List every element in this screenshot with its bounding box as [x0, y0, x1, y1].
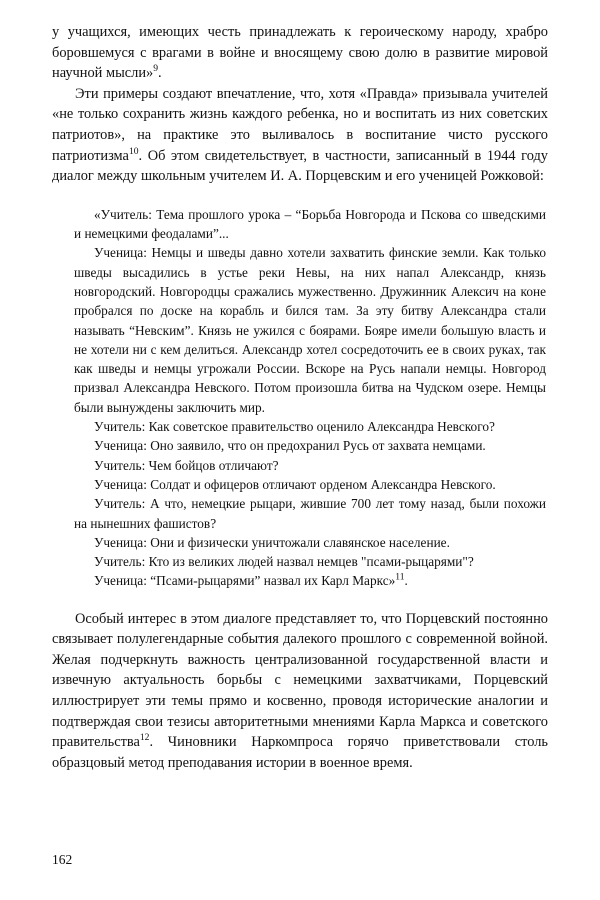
- paragraph: [52, 84, 548, 187]
- paragraph-text: Особый интерес в этом диалоге представляет то, что Порцевский постоянно связывает полулегендарные события далекого прошлого с современной войной. Желая подчеркнуть важность централизованной государственной власти и извечную актуальность борьбы с немецкими захватчиками, Порцевский иллюстрирует эти темы прямо и косвенно, проводя исторические аналогии и подтверждая свои тезисы авторитетными мнениями Карла Маркса и советского правительства: [52, 610, 548, 751]
- footnote-marker: 9: [153, 63, 159, 75]
- quote-paragraph: Ученица: Оно заявило, что он предохранил Русь от захвата немцами.: [93, 438, 486, 454]
- quote-paragraph: Учитель: Как советское правительство оценило Александра Невского?: [93, 419, 495, 435]
- paragraph-text-tail: . Об этом свидетельствует, в частности, записанный в 1944 году диалог между школьным учителем И. А. Порцевским и его ученицей Рожковой:: [52, 147, 548, 185]
- footnote-marker: 12: [139, 732, 150, 744]
- page-number: 162: [52, 852, 73, 867]
- quote-paragraph: Учитель: Чем бойцов отличают?: [93, 457, 279, 473]
- quote-paragraph: Учитель: А что, немецкие рыцари, жившие 700 лет тому назад, были похожи на нынешних фашистов?: [74, 496, 546, 531]
- quote-paragraph-last: [74, 571, 546, 590]
- quote-paragraph: Учитель: Кто из великих людей назвал немцев "псами-рыцарями"?: [93, 554, 474, 570]
- paragraph-text: Эти примеры создают впечатление, что, хотя «Правда» призывала учителей «не только сохранить жизнь каждого ребенка, но и воспитать из них советских патриотов», на практике это выливалось в воспитание чисто русского патриотизма: [52, 85, 548, 164]
- paragraph-text-tail: . Чиновники Наркомпроса горячо приветствовали столь образцовый метод преподавания истории в военное время.: [52, 734, 548, 771]
- paragraph-continuation: у учащихся, имеющих честь принадлежать к героическому народу, храбро боровшемуся с врагами в войне и вносящему свою долю в развитие мировой научной мысли»$^9$.: [52, 24, 548, 82]
- closing-section: [52, 609, 548, 774]
- footnote-marker: 11: [395, 571, 405, 583]
- quote-paragraph: Ученица: Они и физически уничтожали славянское население.: [93, 534, 450, 550]
- paragraph: [52, 609, 548, 774]
- intro-section: [52, 22, 548, 187]
- quote-text-tail: .: [404, 573, 408, 589]
- quote-paragraph: «Учитель: Тема прошлого урока – “Борьба Новгорода и Пскова со шведскими и немецкими феодалами”...: [74, 206, 546, 242]
- footnote-marker: 10: [128, 145, 139, 157]
- paragraph-text: у учащихся, имеющих честь принадлежать к героическому народу, храбро боровшемуся с врагами в войне и вносящему свою долю в развитие мировой научной мысли»: [52, 24, 548, 82]
- quote-text: Ученица: “Псами-рыцарями” назвал их Карл Маркс»: [93, 573, 396, 589]
- quote-paragraph: Ученица: Немцы и шведы давно хотели захватить финские земли. Как только шведы высадились в устье реки Невы, на них напал Александр, князь новгородский. Новгородцы сражались мужественно. Дружинник Алексич на коне пробрался по доске на корабль и бился там. За эту битву Александра стали называть “Невским”. Князь не ужился с боярами. Бояре имели большую власть и не хотели ни с кем делиться. Александр хотел сосредоточить ее в своих руках, так как шведы и немцы угрожали России. Вскоре на Русь напали немцы. Новгород призвал Александра Невского. Потом произошла битва на Чудском озере. Немцы были вынуждены заключить мир.: [74, 245, 546, 415]
- quote-paragraph: Ученица: Солдат и офицеров отличают орденом Александра Невского.: [93, 476, 496, 492]
- quoted-dialogue: [52, 205, 548, 591]
